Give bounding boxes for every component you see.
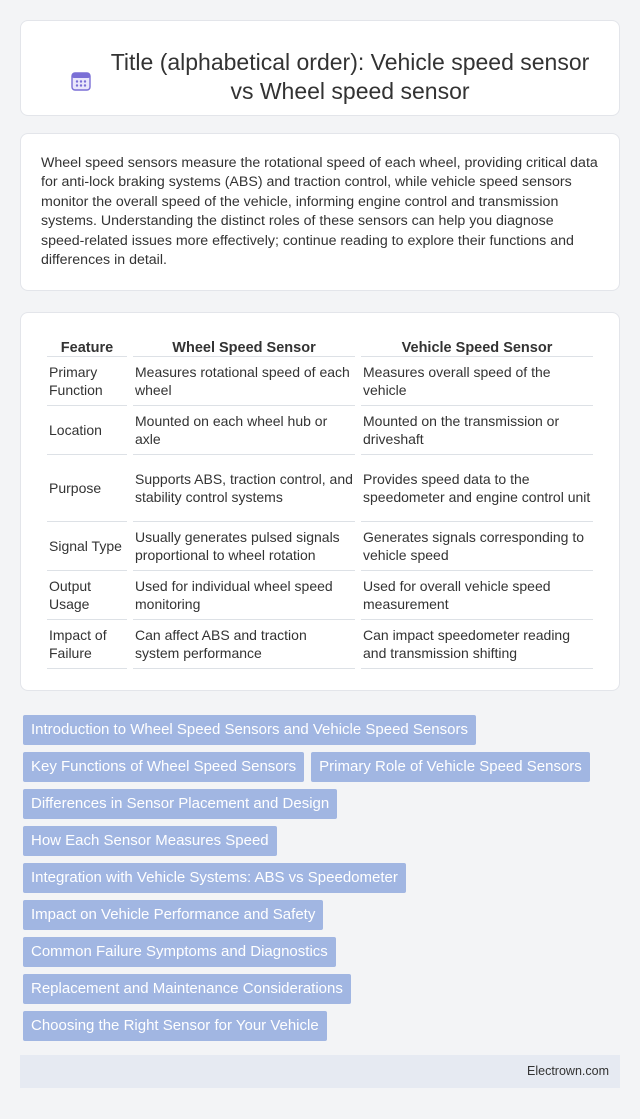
column-header-vehicle-speed-sensor: Vehicle Speed Sensor bbox=[361, 333, 593, 357]
table-row bbox=[47, 455, 593, 522]
tag-link[interactable]: Introduction to Wheel Speed Sensors and Vehicle Speed Sensors bbox=[23, 715, 476, 745]
footer bbox=[20, 1055, 620, 1088]
comparison-card bbox=[20, 312, 620, 691]
table-header-row bbox=[47, 333, 593, 357]
table-row bbox=[47, 357, 593, 406]
footer-site-name: Electrown.com bbox=[527, 1064, 609, 1078]
tag-link[interactable]: Differences in Sensor Placement and Design bbox=[23, 789, 337, 819]
tag-link[interactable]: Common Failure Symptoms and Diagnostics bbox=[23, 937, 336, 967]
table-cell-vehicle: Used for overall vehicle speed measurement bbox=[361, 571, 593, 620]
table-cell-vehicle: Can impact speedometer reading and transmission shifting bbox=[361, 620, 593, 669]
table-cell-vehicle: Generates signals corresponding to vehicle speed bbox=[361, 522, 593, 571]
tag-link[interactable]: Key Functions of Wheel Speed Sensors bbox=[23, 752, 304, 782]
tag-link[interactable]: How Each Sensor Measures Speed bbox=[23, 826, 277, 856]
table-row bbox=[47, 406, 593, 455]
table-cell-feature: Primary Function bbox=[47, 357, 127, 406]
table-cell-feature: Output Usage bbox=[47, 571, 127, 620]
table-cell-wheel: Used for individual wheel speed monitoring bbox=[133, 571, 355, 620]
tag-link[interactable]: Primary Role of Vehicle Speed Sensors bbox=[311, 752, 590, 782]
table-cell-feature: Purpose bbox=[47, 455, 127, 522]
intro-card bbox=[20, 133, 620, 291]
calendar-icon bbox=[69, 69, 93, 93]
table-cell-vehicle: Provides speed data to the speedometer and engine control unit bbox=[361, 455, 593, 522]
table-cell-wheel: Can affect ABS and traction system performance bbox=[133, 620, 355, 669]
page-title: Title (alphabetical order): Vehicle speed sensor vs Wheel speed sensor bbox=[110, 49, 590, 104]
column-header-feature: Feature bbox=[47, 333, 127, 357]
table-row bbox=[47, 522, 593, 571]
tag-link[interactable]: Impact on Vehicle Performance and Safety bbox=[23, 900, 323, 930]
table-cell-vehicle: Measures overall speed of the vehicle bbox=[361, 357, 593, 406]
table-cell-wheel: Supports ABS, traction control, and stability control systems bbox=[133, 455, 355, 522]
table-cell-feature: Impact of Failure bbox=[47, 620, 127, 669]
tag-link[interactable]: Integration with Vehicle Systems: ABS vs Speedometer bbox=[23, 863, 406, 893]
table-row bbox=[47, 620, 593, 669]
table-cell-wheel: Measures rotational speed of each wheel bbox=[133, 357, 355, 406]
table-cell-feature: Signal Type bbox=[47, 522, 127, 571]
tag-link[interactable]: Choosing the Right Sensor for Your Vehicle bbox=[23, 1011, 327, 1041]
comparison-table bbox=[41, 333, 599, 669]
table-cell-vehicle: Mounted on the transmission or driveshaft bbox=[361, 406, 593, 455]
topic-tags bbox=[23, 715, 623, 1048]
table-row bbox=[47, 571, 593, 620]
table-cell-wheel: Mounted on each wheel hub or axle bbox=[133, 406, 355, 455]
table-cell-feature: Location bbox=[47, 406, 127, 455]
table-cell-wheel: Usually generates pulsed signals proportional to wheel rotation bbox=[133, 522, 355, 571]
intro-paragraph: Wheel speed sensors measure the rotational speed of each wheel, providing critical data for anti-lock braking systems (ABS) and traction control, while vehicle speed sensors monitor the overall speed of the vehicle, informing engine control and transmission systems. Understanding the distinct roles of these sensors can help you diagnose speed-related issues more effectively; continue reading to explore their functions and differences in detail. bbox=[41, 155, 598, 269]
tag-link[interactable]: Replacement and Maintenance Considerations bbox=[23, 974, 351, 1004]
title-card bbox=[20, 20, 620, 116]
column-header-wheel-speed-sensor: Wheel Speed Sensor bbox=[133, 333, 355, 357]
